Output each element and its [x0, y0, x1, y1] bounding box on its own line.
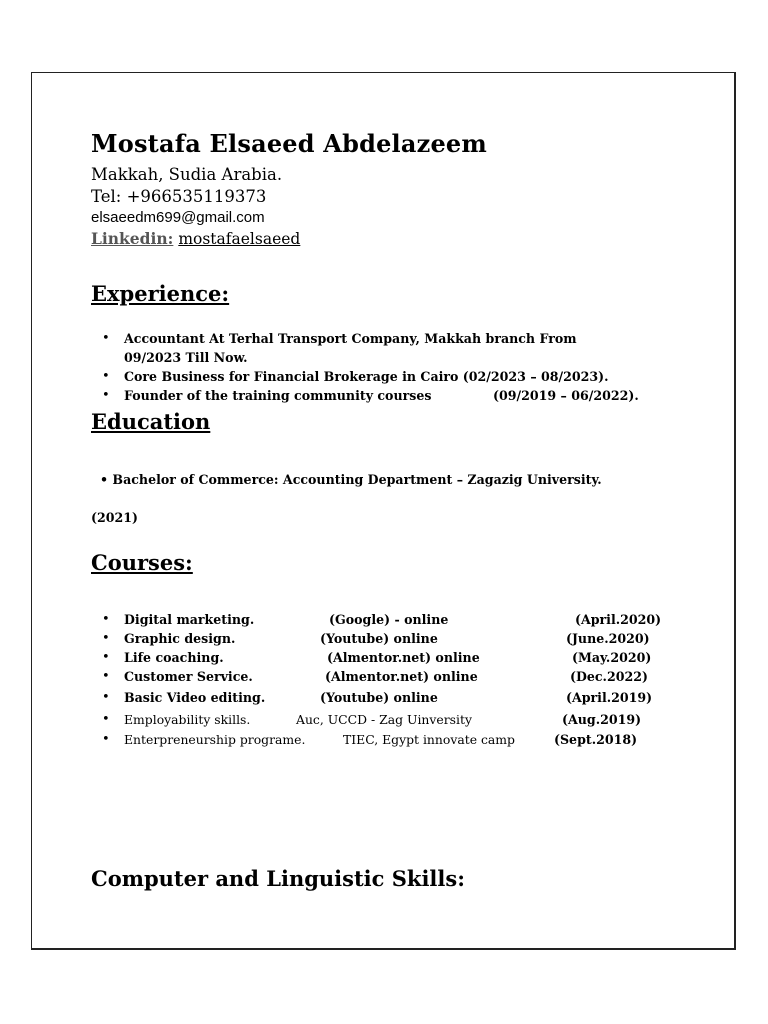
- experience-item-continuation: 09/2023 Till Now.: [124, 350, 248, 365]
- bullet-icon: •: [102, 732, 110, 747]
- course-provider: (Youtube) online: [320, 631, 438, 646]
- experience-item: Core Business for Financial Brokerage in Cairo (02/2023 – 08/2023).: [124, 369, 609, 384]
- courses-heading: Courses:: [91, 550, 193, 575]
- course-date: (Dec.2022): [570, 669, 648, 684]
- course-name: Graphic design.: [124, 631, 236, 646]
- course-date: (Sept.2018): [554, 732, 638, 747]
- course-date: (June.2020): [566, 631, 650, 646]
- course-name: Life coaching.: [124, 650, 224, 665]
- course-provider: (Almentor.net) online: [327, 650, 480, 665]
- course-name: Customer Service.: [124, 669, 253, 684]
- course-provider: Auc, UCCD - Zag Uinversity: [296, 712, 472, 727]
- course-date: (April.2019): [566, 690, 653, 705]
- phone-text: Tel: +966535119373: [91, 187, 267, 206]
- skills-heading: Computer and Linguistic Skills:: [91, 866, 465, 891]
- bullet-icon: •: [102, 669, 110, 684]
- course-name: Basic Video editing.: [124, 690, 266, 705]
- course-date: (Aug.2019): [562, 712, 642, 727]
- resume-page: [31, 72, 736, 950]
- education-year: (2021): [91, 510, 138, 525]
- linkedin-label: Linkedin:: [91, 229, 174, 248]
- course-provider: (Almentor.net) online: [325, 669, 478, 684]
- course-name: Employability skills.: [124, 712, 251, 727]
- bullet-icon: •: [102, 331, 110, 346]
- bullet-icon: •: [102, 712, 110, 727]
- course-date: (April.2020): [575, 612, 662, 627]
- linkedin-link[interactable]: mostafaelsaeed: [178, 230, 301, 248]
- course-provider: TIEC, Egypt innovate camp: [343, 732, 515, 747]
- email-text[interactable]: elsaeedm699@gmail.com: [91, 209, 265, 226]
- bullet-icon: •: [102, 388, 110, 403]
- course-provider: (Youtube) online: [320, 690, 438, 705]
- bullet-icon: •: [102, 369, 110, 384]
- experience-item: Accountant At Terhal Transport Company, Makkah branch From: [124, 331, 577, 346]
- education-heading: Education: [91, 409, 211, 434]
- experience-item: Founder of the training community courses: [124, 388, 432, 403]
- location-text: Makkah, Sudia Arabia.: [91, 165, 283, 184]
- bullet-icon: •: [102, 631, 110, 646]
- course-name: Digital marketing.: [124, 612, 255, 627]
- course-date: (May.2020): [572, 650, 652, 665]
- experience-heading: Experience:: [91, 281, 230, 306]
- course-provider: (Google) - online: [329, 612, 449, 627]
- bullet-icon: •: [102, 650, 110, 665]
- linkedin-line[interactable]: [91, 229, 300, 248]
- bullet-icon: •: [102, 690, 110, 705]
- candidate-name: Mostafa Elsaeed Abdelazeem: [91, 129, 487, 158]
- education-item: • Bachelor of Commerce: Accounting Department – Zagazig University.: [100, 472, 602, 487]
- bullet-icon: •: [102, 612, 110, 627]
- course-name: Enterpreneurship programe.: [124, 732, 306, 747]
- experience-item-dates: (09/2019 – 06/2022).: [493, 388, 639, 403]
